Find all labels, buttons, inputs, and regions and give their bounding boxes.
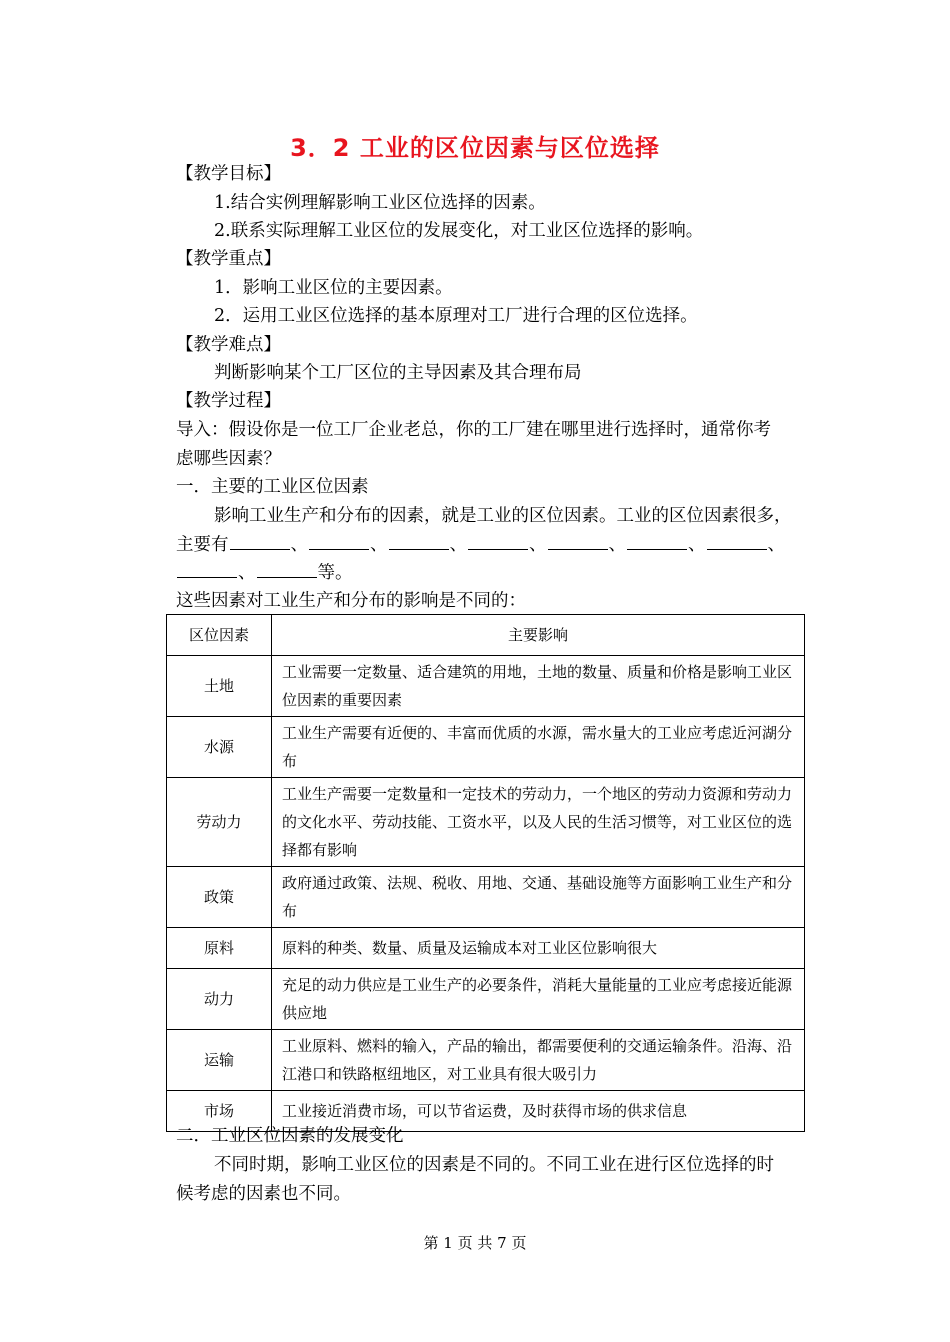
goal-item: 2.联系实际理解工业区位的发展变化，对工业区位选择的影响。	[214, 221, 704, 241]
difficulty-text: 判断影响某个工厂区位的主导因素及其合理布局	[214, 363, 582, 383]
fill-blank[interactable]	[389, 531, 449, 550]
separator: 、	[608, 535, 626, 555]
blanks-line-2	[176, 559, 353, 587]
fill-blank[interactable]	[257, 559, 317, 578]
key-points-heading: 【教学重点】	[176, 249, 281, 269]
table-row	[167, 928, 805, 969]
fill-blank[interactable]	[627, 531, 687, 550]
effect-cell: 充足的动力供应是工业生产的必要条件，消耗大量能量的工业应考虑接近能源供应地	[272, 969, 805, 1030]
goal-item: 1.结合实例理解影响工业区位选择的因素。	[214, 193, 546, 213]
blanks-prefix: 主要有	[176, 535, 229, 555]
section2-paragraph: 不同时期，影响工业区位的因素是不同的。不同工业在进行区位选择的时	[214, 1155, 774, 1175]
table-intro: 这些因素对工业生产和分布的影响是不同的：	[176, 591, 526, 611]
separator: 、	[370, 535, 388, 555]
factor-cell: 水源	[167, 717, 272, 778]
table-row	[167, 969, 805, 1030]
section1-heading: 一．主要的工业区位因素	[176, 477, 369, 497]
blanks-suffix: 等。	[317, 563, 353, 583]
difficulty-heading: 【教学难点】	[176, 335, 281, 355]
effect-cell: 工业需要一定数量、适合建筑的用地，土地的数量、质量和价格是影响工业区位因素的重要因素	[272, 656, 805, 717]
factor-cell: 土地	[167, 656, 272, 717]
table-header-row	[167, 615, 805, 656]
effect-cell: 工业原料、燃料的输入，产品的输出，都需要便利的交通运输条件。沿海、沿江港口和铁路枢纽地区，对工业具有很大吸引力	[272, 1030, 805, 1091]
column-header: 主要影响	[272, 615, 805, 656]
factor-cell: 原料	[167, 928, 272, 969]
separator: 、	[767, 535, 785, 555]
table-row	[167, 717, 805, 778]
effect-cell: 原料的种类、数量、质量及运输成本对工业区位影响很大	[272, 928, 805, 969]
fill-blank[interactable]	[707, 531, 767, 550]
table-row	[167, 656, 805, 717]
section2-paragraph: 候考虑的因素也不同。	[176, 1184, 351, 1204]
process-heading: 【教学过程】	[176, 391, 281, 411]
factor-cell: 动力	[167, 969, 272, 1030]
fill-blank[interactable]	[177, 559, 237, 578]
effect-cell: 工业接近消费市场，可以节省运费，及时获得市场的供求信息	[272, 1091, 805, 1132]
separator: 、	[290, 535, 308, 555]
table-row	[167, 1030, 805, 1091]
factors-table	[166, 614, 805, 1132]
factor-cell: 运输	[167, 1030, 272, 1091]
factor-cell: 政策	[167, 867, 272, 928]
factor-cell: 劳动力	[167, 778, 272, 867]
page-footer: 第 1 页 共 7 页	[423, 1234, 527, 1252]
fill-blank[interactable]	[230, 531, 290, 550]
key-point-item: 1．影响工业区位的主要因素。	[214, 278, 453, 298]
separator: 、	[688, 535, 706, 555]
section2-heading: 二．工业区位因素的发展变化	[176, 1126, 404, 1146]
fill-blank[interactable]	[548, 531, 608, 550]
effect-cell: 政府通过政策、法规、税收、用地、交通、基础设施等方面影响工业生产和分布	[272, 867, 805, 928]
effect-cell: 工业生产需要一定数量和一定技术的劳动力，一个地区的劳动力资源和劳动力的文化水平、劳动技能、工资水平，以及人民的生活习惯等，对工业区位的选择都有影响	[272, 778, 805, 867]
key-point-item: 2．运用工业区位选择的基本原理对工厂进行合理的区位选择。	[214, 306, 698, 326]
blanks-line	[176, 531, 785, 559]
goals-heading: 【教学目标】	[176, 164, 281, 184]
table-row	[167, 778, 805, 867]
separator: 、	[238, 563, 256, 583]
separator: 、	[529, 535, 547, 555]
page-title: 3．2 工业的区位因素与区位选择	[290, 134, 660, 162]
effect-cell: 工业生产需要有近便的、丰富而优质的水源，需水量大的工业应考虑近河湖分布	[272, 717, 805, 778]
column-header: 区位因素	[167, 615, 272, 656]
table-row	[167, 867, 805, 928]
section1-paragraph: 影响工业生产和分布的因素，就是工业的区位因素。工业的区位因素很多，	[214, 506, 792, 526]
separator: 、	[449, 535, 467, 555]
intro-line: 虑哪些因素？	[176, 449, 281, 469]
fill-blank[interactable]	[309, 531, 369, 550]
fill-blank[interactable]	[468, 531, 528, 550]
intro-line: 导入：假设你是一位工厂企业老总，你的工厂建在哪里进行选择时，通常你考	[176, 420, 771, 440]
factor-cell: 市场	[167, 1091, 272, 1132]
